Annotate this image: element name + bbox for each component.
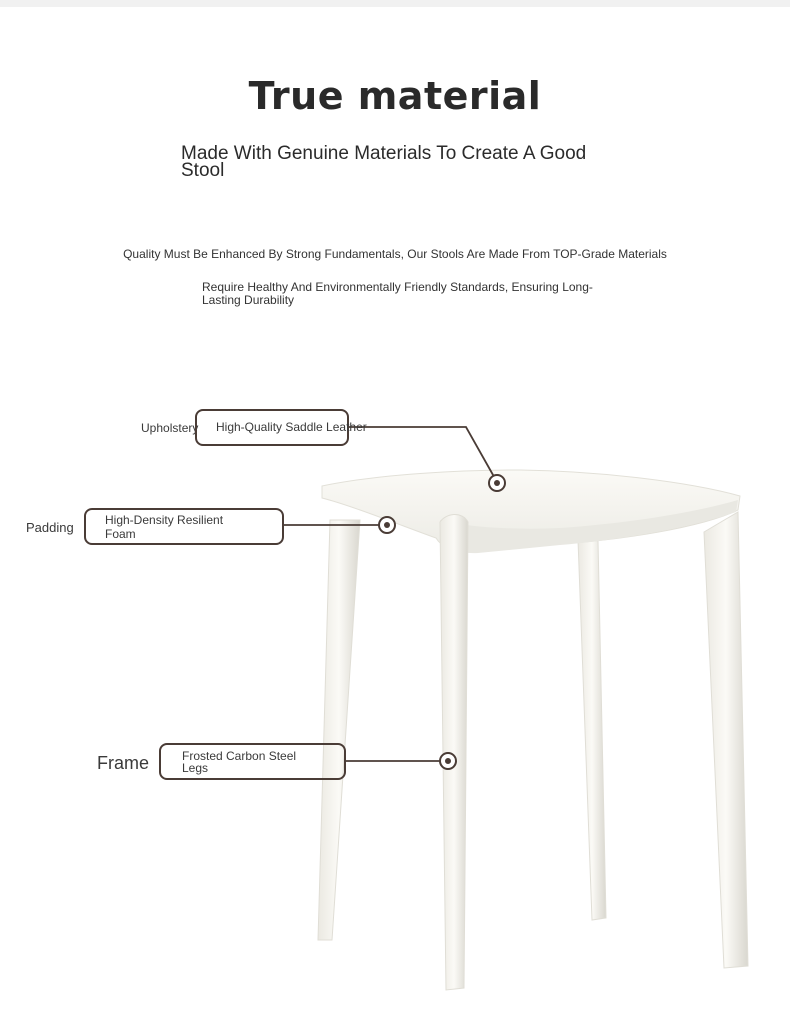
- frame-callout-text: Frosted Carbon Steel Legs: [182, 749, 297, 775]
- page-subtitle: Made With Genuine Materials To Create A Good Stool: [181, 143, 587, 181]
- page-title: True material: [248, 74, 542, 118]
- upholstery-marker-icon: [488, 474, 506, 492]
- upholstery-label: Upholstery: [141, 421, 199, 435]
- padding-label: Padding: [26, 520, 74, 535]
- back-left-leg: [318, 520, 360, 940]
- description-line-2: Require Healthy And Environmentally Friendly Standards, Ensuring Long-Lasting Durability: [202, 280, 593, 307]
- back-right-leg: [578, 540, 606, 920]
- frame-marker-icon: [439, 752, 457, 770]
- description-line-1: Quality Must Be Enhanced By Strong Fundamentals, Our Stools Are Made From TOP-Grade Materials: [123, 247, 667, 261]
- front-right-leg: [704, 512, 748, 968]
- padding-callout-text: High-Density Resilient Foam: [105, 513, 224, 541]
- frame-label: Frame: [97, 753, 150, 773]
- upholstery-callout-text: High-Quality Saddle Leather: [216, 420, 367, 434]
- padding-marker-icon: [378, 516, 396, 534]
